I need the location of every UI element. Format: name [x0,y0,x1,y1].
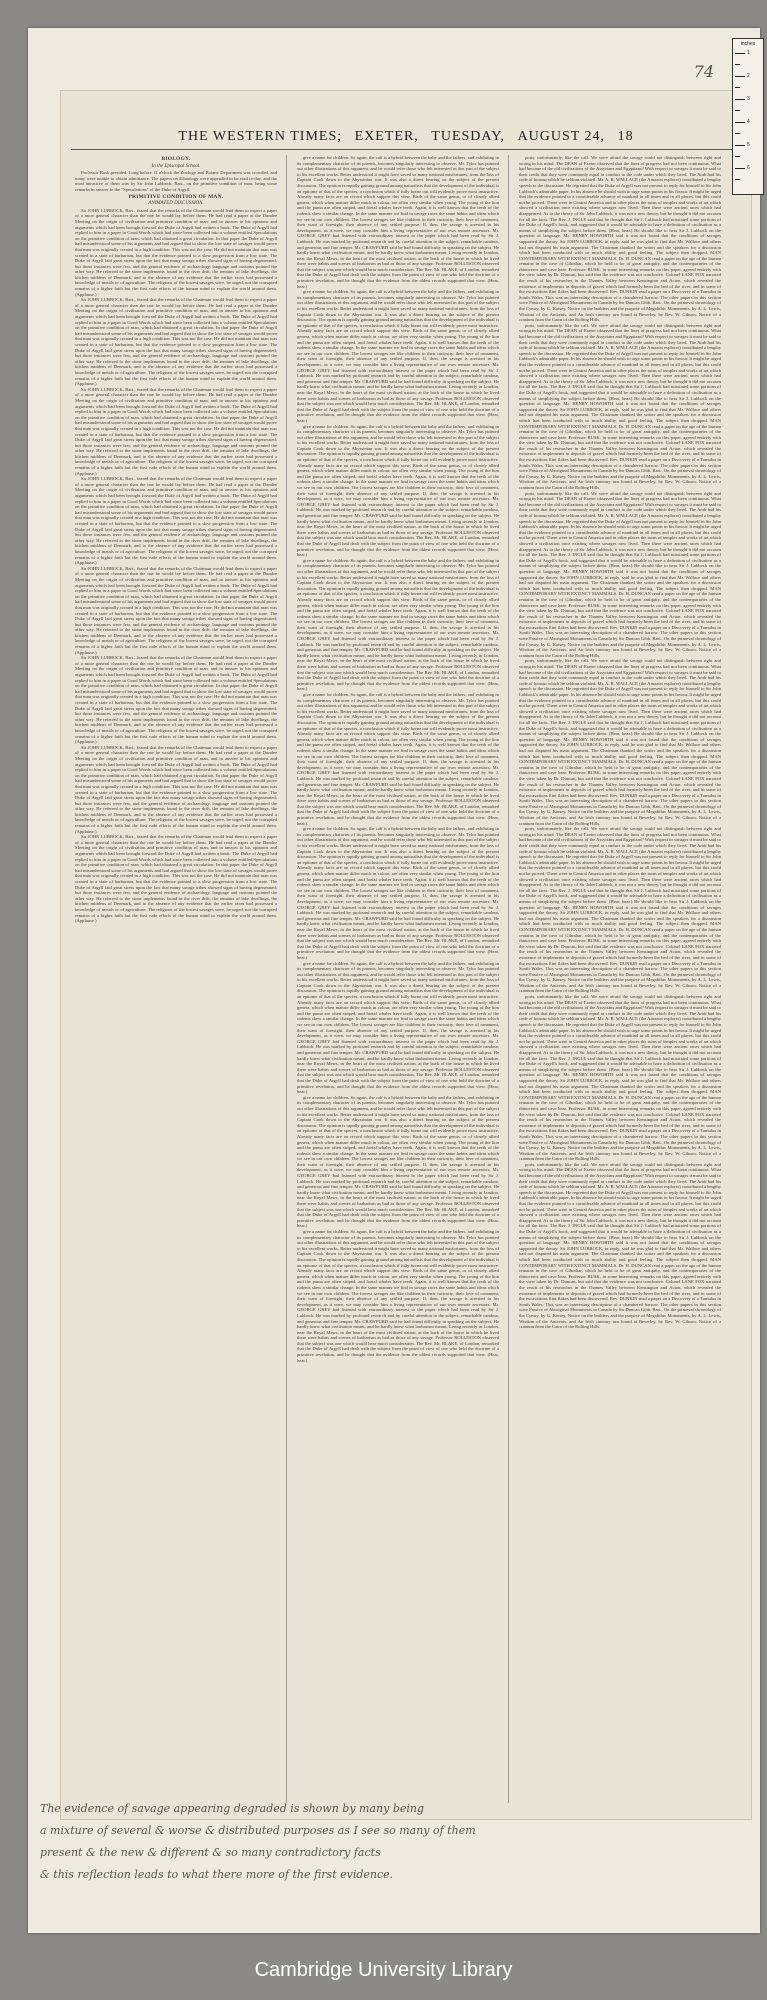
page-number: 74 [693,62,714,81]
handwritten-annotation [40,1798,730,1886]
article-body-continued: ports, unfortunately, like the calf. We were afraid the savage could not distinguish between right and wrong in his mind. The DEAN of Exeter observed that the lines of progress had not been continuous. What had become of the old civilisations of the Assyrians and Egyptians? With respect to savages it must be said to their credit that they were commonly equal in conduct to the code under which they lived. The Arab had his code of honour which he seldom violated. Mr. A. R. WALLACE (the Amazon explorer) contributed a lengthy speech to the discussion. He regretted that the Duke of Argyll was not present to reply for himself to Sir John Lubbock's admirable paper. In his absence he should wish to urge some points in his favour. It might be urged that the evidence pointed to a considerable advance of mankind in all times and in all places, but this could not be proved. There were in Central America and in other places the ruins of temples and works of art which showed a civilisation once existing where savages now lived. Then there were ancient races which had disappeared. As to the theory of Sir John Lubbock, it was not a new theory, but he thought it did not account for all the facts. The Rev. J. INGLE said that he thought that Sir J. Lubbock had misstated some portions of the Duke of Argyll's book, and suggested that it would be advisable to have a definition of civilisation as a means of simplifying the subject before them. (Hear, hear.) He should like to hear Sir J. Lubbock on the question of language. Mr. HENRY HOWORTH said it was not found that the conditions of savages supported the theory. Sir JOHN LUBBOCK, in reply, said he was glad to find that Mr. Wallace and others had not disputed his main argument. The Chairman thanked the writer and the speakers for a discussion which had been conducted with so much ability and good feeling. The subject then dropped. MAN CONTEMPORARY WITH EXTINCT MAMMALS. Dr. H. DUNCAN read a paper on the age of the human remains in the cave of Gibraltar, which he held to be of great antiquity, and the contemporaries of the rhinoceros and cave bear. Professor BUSK, in some interesting remarks on this paper, agreed entirely with the view taken by Dr. Duncan, but said that the evidence was not conclusive. Colonel LANE FOX narrated the result of his researches in the Thames Valley between Kensington and Acton, which revealed the existence of implements in deposits of gravel which had formerly been the bed of the river, and in some of the excavations flint flakes had been discovered. Rev. DUNKIN read a paper on a Discovery of a Tumulus in South Wales. This was an interesting description of a chambered barrow. The other papers in this section were Passive of Aboriginal Monuments in Canada by Sir Duncan Gibb, Bart., On the primeval chronology of the Cymry, by G. Kinsey, Notice on the builders and the purpose of Megalithic Monuments, by A. L. Lewis, Wisdom of the Ancients, and An Irish cinerary urn found at Beverley, by Rev. W. Gibson, Notice of a cranium from the Cairn of the Rolling Hills. [519,994,721,1162]
article-body-continued: give a name for children. So again, the calf is a hybrid between the baby and the fathers, and exhibiting in its complementary character of its parents, becomes singularly interesting to observe. Mr. Tylor has pointed out other illustrations of this argument, and he would refer those who felt interested in this part of the subject to his excellent works. Better understood it might have saved so many national misfortunes, from the loss of Captain Cook down to the Abyssinian war. It was also a direct bearing on the subject of the present discussion. The opinion is rapidly gaining ground among naturalists that the development of the individual is an epitome of that of the species, a conclusion which if fully borne out will evidently prove most instructive. Already many facts are on record which support this view. Birds of the same genus, or of closely allied genera, which when mature differ much in colour, are often very similar when young. The young of the lion and the puma are often striped, and foetal whales have teeth. Again, it is well known that the teeth of the rodents shew a similar change. In the same manner we find in savage races the same habits and ideas which we see in our own children. The lowest savages are like children in their curiosity, their love of ornament, their want of foresight, their absence of any settled purpose. If, then, the savage is arrested in his development, as it were, we may consider him a living representative of our own remote ancestors. Mr. GEORGE GREY had listened with extraordinary interest to the paper which had been read by Sir J. Lubbock. He was marked by profound research and by careful attention to the subject, remarkable candour, and generous and fine temper. Mr. CRAWFURD said he had found difficulty in speaking on the subject. He hardly knew what civilisation meant, and he hardly knew what barbarism meant. Living recently in London, near the Royal Mews, in the heart of the most civilised nation, at the back of the house in which he lived there were habits and scenes of barbarism as bad as those of any savage. Professor ROLLESTON observed that the subject was one which would bear much consideration. The Rev. Mr. BLAKE, of London, remarked that the Duke of Argyll had dealt with the subject from the point of view of one who held the doctrine of a primitive revelation, and he thought that the evidence from the oldest records supported that view. (Hear, hear.) [297,826,499,960]
article-body-continued: give a name for children. So again, the calf is a hybrid between the baby and the fathers, and exhibiting in its complementary character of its parents, becomes singularly interesting to observe. Mr. Tylor has pointed out other illustrations of this argument, and he would refer those who felt interested in this part of the subject to his excellent works. Better understood it might have saved so many national misfortunes, from the loss of Captain Cook down to the Abyssinian war. It was also a direct bearing on the subject of the present discussion. The opinion is rapidly gaining ground among naturalists that the development of the individual is an epitome of that of the species, a conclusion which if fully borne out will evidently prove most instructive. Already many facts are on record which support this view. Birds of the same genus, or of closely allied genera, which when mature differ much in colour, are often very similar when young. The young of the lion and the puma are often striped, and foetal whales have teeth. Again, it is well known that the teeth of the rodents shew a similar change. In the same manner we find in savage races the same habits and ideas which we see in our own children. The lowest savages are like children in their curiosity, their love of ornament, their want of foresight, their absence of any settled purpose. If, then, the savage is arrested in his development, as it were, we may consider him a living representative of our own remote ancestors. Mr. GEORGE GREY had listened with extraordinary interest to the paper which had been read by Sir J. Lubbock. He was marked by profound research and by careful attention to the subject, remarkable candour, and generous and fine temper. Mr. CRAWFURD said he had found difficulty in speaking on the subject. He hardly knew what civilisation meant, and he hardly knew what barbarism meant. Living recently in London, near the Royal Mews, in the heart of the most civilised nation, at the back of the house in which he lived there were habits and scenes of barbarism as bad as those of any savage. Professor ROLLESTON observed that the subject was one which would bear much consideration. The Rev. Mr. BLAKE, of London, remarked that the Duke of Argyll had dealt with the subject from the point of view of one who held the doctrine of a primitive revelation, and he thought that the evidence from the oldest records supported that view. (Hear, hear.) [297,960,499,1095]
lead-paragraph: Professor Busk presided. Long before 11 o'clock the Zoology and Botany Department was crowded, and many were unable to obtain admittance. The papers on Ethnology were appended to be read to-day, and the most attractive of them was by Sir John Lubbock, Bart., on the primitive condition of man, being some remarks in answer to the "Speculations" of the Duke of Argyll. [75,170,277,192]
scale-number: 2 [747,73,750,79]
scale-tick [735,168,745,169]
masthead-paper-name: THE WESTERN TIMES; [178,129,343,144]
article-body: Sir JOHN LUBBOCK, Bart., feared that the remarks of the Chairman would lead them to expect a paper of a more general character than the one he would lay before them. He had read a paper at the Dundee Meeting on the origin of civilisation and primitive condition of man, and in answer to his opinions and arguments which had been brought forward the Duke of Argyll had written a book. The Duke of Argyll had replied to him in a paper in Good Words which had since been collected into a volume entitled Speculations on the primitive condition of man, which had obtained a great circulation. In that paper the Duke of Argyll had misunderstood some of his arguments and had argued that to show the low state of savages would prove that man was originally created in a high condition. This was not the case. He did not maintain that man was created in a state of barbarism, but that the evidence pointed to a slow progression from a low state. The Duke of Argyll laid great stress upon the fact that many savage tribes showed signs of having degenerated; but those instances were few, and the general evidence of archaeology, language and customs pointed the other way. He referred to the stone implements found in the river drift, the remains of lake dwellings, the kitchen middens of Denmark, and to the absence of any evidence that the earlier races had possessed a knowledge of metals or of agriculture. The religions of the lowest savages were, he urged, not the corrupted remains of a higher faith but the first rude efforts of the human mind to explain the world around them. (Applause.) [75,207,277,297]
masthead-date: AUGUST 24, [517,129,606,144]
masthead-day: TUESDAY, [431,129,506,144]
article-body-continued: ports, unfortunately, like the calf. We were afraid the savage could not distinguish between right and wrong in his mind. The DEAN of Exeter observed that the lines of progress had not been continuous. What had become of the old civilisations of the Assyrians and Egyptians? With respect to savages it must be said to their credit that they were commonly equal in conduct to the code under which they lived. The Arab had his code of honour which he seldom violated. Mr. A. R. WALLACE (the Amazon explorer) contributed a lengthy speech to the discussion. He regretted that the Duke of Argyll was not present to reply for himself to Sir John Lubbock's admirable paper. In his absence he should wish to urge some points in his favour. It might be urged that the evidence pointed to a considerable advance of mankind in all times and in all places, but this could not be proved. There were in Central America and in other places the ruins of temples and works of art which showed a civilisation once existing where savages now lived. Then there were ancient races which had disappeared. As to the theory of Sir John Lubbock, it was not a new theory, but he thought it did not account for all the facts. The Rev. J. INGLE said that he thought that Sir J. Lubbock had misstated some portions of the Duke of Argyll's book, and suggested that it would be advisable to have a definition of civilisation as a means of simplifying the subject before them. (Hear, hear.) He should like to hear Sir J. Lubbock on the question of language. Mr. HENRY HOWORTH said it was not found that the conditions of savages supported the theory. Sir JOHN LUBBOCK, in reply, said he was glad to find that Mr. Wallace and others had not disputed his main argument. The Chairman thanked the writer and the speakers for a discussion which had been conducted with so much ability and good feeling. The subject then dropped. MAN CONTEMPORARY WITH EXTINCT MAMMALS. Dr. H. DUNCAN read a paper on the age of the human remains in the cave of Gibraltar, which he held to be of great antiquity, and the contemporaries of the rhinoceros and cave bear. Professor BUSK, in some interesting remarks on this paper, agreed entirely with the view taken by Dr. Duncan, but said that the evidence was not conclusive. Colonel LANE FOX narrated the result of his researches in the Thames Valley between Kensington and Acton, which revealed the existence of implements in deposits of gravel which had formerly been the bed of the river, and in some of the excavations flint flakes had been discovered. Rev. DUNKIN read a paper on a Discovery of a Tumulus in South Wales. This was an interesting description of a chambered barrow. The other papers in this section were Passive of Aboriginal Monuments in Canada by Sir Duncan Gibb, Bart., On the primeval chronology of the Cymry, by G. Kinsey, Notice on the builders and the purpose of Megalithic Monuments, by A. L. Lewis, Wisdom of the Ancients, and An Irish cinerary urn found at Beverley, by Rev. W. Gibson, Notice of a cranium from the Cairn of the Rolling Hills. [519,1161,721,1330]
article-body-continued: Sir JOHN LUBBOCK, Bart., feared that the remarks of the Chairman would lead them to expect a paper of a more general character than the one he would lay before them. He had read a paper at the Dundee Meeting on the origin of civilisation and primitive condition of man, and in answer to his opinions and arguments which had been brought forward the Duke of Argyll had written a book. The Duke of Argyll had replied to him in a paper in Good Words which had since been collected into a volume entitled Speculations on the primitive condition of man, which had obtained a great circulation. In that paper the Duke of Argyll had misunderstood some of his arguments and had argued that to show the low state of savages would prove that man was originally created in a high condition. This was not the case. He did not maintain that man was created in a state of barbarism, but that the evidence pointed to a slow progression from a low state. The Duke of Argyll laid great stress upon the fact that many savage tribes showed signs of having degenerated; but those instances were few, and the general evidence of archaeology, language and customs pointed the other way. He referred to the stone implements found in the river drift, the remains of lake dwellings, the kitchen middens of Denmark, and to the absence of any evidence that the earlier races had possessed a knowledge of metals or of agriculture. The religions of the lowest savages were, he urged, not the corrupted remains of a higher faith but the first rude efforts of the human mind to explain the world around them. (Applause.) [75,476,277,566]
scale-minor-tick [735,133,740,134]
article-body-continued: give a name for children. So again, the calf is a hybrid between the baby and the fathers, and exhibiting in its complementary character of its parents, becomes singularly interesting to observe. Mr. Tylor has pointed out other illustrations of this argument, and he would refer those who felt interested in this part of the subject to his excellent works. Better understood it might have saved so many national misfortunes, from the loss of Captain Cook down to the Abyssinian war. It was also a direct bearing on the subject of the present discussion. The opinion is rapidly gaining ground among naturalists that the development of the individual is an epitome of that of the species, a conclusion which if fully borne out will evidently prove most instructive. Already many facts are on record which support this view. Birds of the same genus, or of closely allied genera, which when mature differ much in colour, are often very similar when young. The young of the lion and the puma are often striped, and foetal whales have teeth. Again, it is well known that the teeth of the rodents shew a similar change. In the same manner we find in savage races the same habits and ideas which we see in our own children. The lowest savages are like children in their curiosity, their love of ornament, their want of foresight, their absence of any settled purpose. If, then, the savage is arrested in his development, as it were, we may consider him a living representative of our own remote ancestors. Mr. GEORGE GREY had listened with extraordinary interest to the paper which had been read by Sir J. Lubbock. He was marked by profound research and by careful attention to the subject, remarkable candour, and generous and fine temper. Mr. CRAWFURD said he had found difficulty in speaking on the subject. He hardly knew what civilisation meant, and he hardly knew what barbarism meant. Living recently in London, near the Royal Mews, in the heart of the most civilised nation, at the back of the house in which he lived there were habits and scenes of barbarism as bad as those of any savage. Professor ROLLESTON observed that the subject was one which would bear much consideration. The Rev. Mr. BLAKE, of London, remarked that the Duke of Argyll had dealt with the subject from the point of view of one who held the doctrine of a primitive revelation, and he thought that the evidence from the oldest records supported that view. (Hear, hear.) [297,1094,499,1229]
article-body-continued: Sir JOHN LUBBOCK, Bart., feared that the remarks of the Chairman would lead them to expect a paper of a more general character than the one he would lay before them. He had read a paper at the Dundee Meeting on the origin of civilisation and primitive condition of man, and in answer to his opinions and arguments which had been brought forward the Duke of Argyll had written a book. The Duke of Argyll had replied to him in a paper in Good Words which had since been collected into a volume entitled Speculations on the primitive condition of man, which had obtained a great circulation. In that paper the Duke of Argyll had misunderstood some of his arguments and had argued that to show the low state of savages would prove that man was originally created in a high condition. This was not the case. He did not maintain that man was created in a state of barbarism, but that the evidence pointed to a slow progression from a low state. The Duke of Argyll laid great stress upon the fact that many savage tribes showed signs of having degenerated; but those instances were few, and the general evidence of archaeology, language and customs pointed the other way. He referred to the stone implements found in the river drift, the remains of lake dwellings, the kitchen middens of Denmark, and to the absence of any evidence that the earlier races had possessed a knowledge of metals or of agriculture. The religions of the lowest savages were, he urged, not the corrupted remains of a higher faith but the first rude efforts of the human mind to explain the world around them. (Applause.) [75,744,277,834]
article-body: ports, unfortunately, like the calf. We were afraid the savage could not distinguish between right and wrong in his mind. The DEAN of Exeter observed that the lines of progress had not been continuous. What had become of the old civilisations of the Assyrians and Egyptians? With respect to savages it must be said to their credit that they were commonly equal in conduct to the code under which they lived. The Arab had his code of honour which he seldom violated. Mr. A. R. WALLACE (the Amazon explorer) contributed a lengthy speech to the discussion. He regretted that the Duke of Argyll was not present to reply for himself to Sir John Lubbock's admirable paper. In his absence he should wish to urge some points in his favour. It might be urged that the evidence pointed to a considerable advance of mankind in all times and in all places, but this could not be proved. There were in Central America and in other places the ruins of temples and works of art which showed a civilisation once existing where savages now lived. Then there were ancient races which had disappeared. As to the theory of Sir John Lubbock, it was not a new theory, but he thought it did not account for all the facts. The Rev. J. INGLE said that he thought that Sir J. Lubbock had misstated some portions of the Duke of Argyll's book, and suggested that it would be advisable to have a definition of civilisation as a means of simplifying the subject before them. (Hear, hear.) He should like to hear Sir J. Lubbock on the question of language. Mr. HENRY HOWORTH said it was not found that the conditions of savages supported the theory. Sir JOHN LUBBOCK, in reply, said he was glad to find that Mr. Wallace and others had not disputed his main argument. The Chairman thanked the writer and the speakers for a discussion which had been conducted with so much ability and good feeling. The subject then dropped. MAN CONTEMPORARY WITH EXTINCT MAMMALS. Dr. H. DUNCAN read a paper on the age of the human remains in the cave of Gibraltar, which he held to be of great antiquity, and the contemporaries of the rhinoceros and cave bear. Professor BUSK, in some interesting remarks on this paper, agreed entirely with the view taken by Dr. Duncan, but said that the evidence was not conclusive. Colonel LANE FOX narrated the result of his researches in the Thames Valley between Kensington and Acton, which revealed the existence of implements in deposits of gravel which had formerly been the bed of the river, and in some of the excavations flint flakes had been discovered. Rev. DUNKIN read a paper on a Discovery of a Tumulus in South Wales. This was an interesting description of a chambered barrow. The other papers in this section were Passive of Aboriginal Monuments in Canada by Sir Duncan Gibb, Bart., On the primeval chronology of the Cymry, by G. Kinsey, Notice on the builders and the purpose of Megalithic Monuments, by A. L. Lewis, Wisdom of the Ancients, and An Irish cinerary urn found at Beverley, by Rev. W. Gibson, Notice of a cranium from the Cairn of the Rolling Hills. [519,155,721,323]
article-body: give a name for children. So again, the calf is a hybrid between the baby and the fathers, and exhibiting in its complementary character of its parents, becomes singularly interesting to observe. Mr. Tylor has pointed out other illustrations of this argument, and he would refer those who felt interested in this part of the subject to his excellent works. Better understood it might have saved so many national misfortunes, from the loss of Captain Cook down to the Abyssinian war. It was also a direct bearing on the subject of the present discussion. The opinion is rapidly gaining ground among naturalists that the development of the individual is an epitome of that of the species, a conclusion which if fully borne out will evidently prove most instructive. Already many facts are on record which support this view. Birds of the same genus, or of closely allied genera, which when mature differ much in colour, are often very similar when young. The young of the lion and the puma are often striped, and foetal whales have teeth. Again, it is well known that the teeth of the rodents shew a similar change. In the same manner we find in savage races the same habits and ideas which we see in our own children. The lowest savages are like children in their curiosity, their love of ornament, their want of foresight, their absence of any settled purpose. If, then, the savage is arrested in his development, as it were, we may consider him a living representative of our own remote ancestors. Mr. GEORGE GREY had listened with extraordinary interest to the paper which had been read by Sir J. Lubbock. He was marked by profound research and by careful attention to the subject, remarkable candour, and generous and fine temper. Mr. CRAWFURD said he had found difficulty in speaking on the subject. He hardly knew what civilisation meant, and he hardly knew what barbarism meant. Living recently in London, near the Royal Mews, in the heart of the most civilised nation, at the back of the house in which he lived there were habits and scenes of barbarism as bad as those of any savage. Professor ROLLESTON observed that the subject was one which would bear much consideration. The Rev. Mr. BLAKE, of London, remarked that the Duke of Argyll had dealt with the subject from the point of view of one who held the doctrine of a primitive revelation, and he thought that the evidence from the oldest records supported that view. (Hear, hear.) [297,155,499,289]
article-body-continued: give a name for children. So again, the calf is a hybrid between the baby and the fathers, and exhibiting in its complementary character of its parents, becomes singularly interesting to observe. Mr. Tylor has pointed out other illustrations of this argument, and he would refer those who felt interested in this part of the subject to his excellent works. Better understood it might have saved so many national misfortunes, from the loss of Captain Cook down to the Abyssinian war. It was also a direct bearing on the subject of the present discussion. The opinion is rapidly gaining ground among naturalists that the development of the individual is an epitome of that of the species, a conclusion which if fully borne out will evidently prove most instructive. Already many facts are on record which support this view. Birds of the same genus, or of closely allied genera, which when mature differ much in colour, are often very similar when young. The young of the lion and the puma are often striped, and foetal whales have teeth. Again, it is well known that the teeth of the rodents shew a similar change. In the same manner we find in savage races the same habits and ideas which we see in our own children. The lowest savages are like children in their curiosity, their love of ornament, their want of foresight, their absence of any settled purpose. If, then, the savage is arrested in his development, as it were, we may consider him a living representative of our own remote ancestors. Mr. GEORGE GREY had listened with extraordinary interest to the paper which had been read by Sir J. Lubbock. He was marked by profound research and by careful attention to the subject, remarkable candour, and generous and fine temper. Mr. CRAWFURD said he had found difficulty in speaking on the subject. He hardly knew what civilisation meant, and he hardly knew what barbarism meant. Living recently in London, near the Royal Mews, in the heart of the most civilised nation, at the back of the house in which he lived there were habits and scenes of barbarism as bad as those of any savage. Professor ROLLESTON observed that the subject was one which would bear much consideration. The Rev. Mr. BLAKE, of London, remarked that the Duke of Argyll had dealt with the subject from the point of view of one who held the doctrine of a primitive revelation, and he thought that the evidence from the oldest records supported that view. (Hear, hear.) [297,557,499,692]
article-body-continued: ports, unfortunately, like the calf. We were afraid the savage could not distinguish between right and wrong in his mind. The DEAN of Exeter observed that the lines of progress had not been continuous. What had become of the old civilisations of the Assyrians and Egyptians? With respect to savages it must be said to their credit that they were commonly equal in conduct to the code under which they lived. The Arab had his code of honour which he seldom violated. Mr. A. R. WALLACE (the Amazon explorer) contributed a lengthy speech to the discussion. He regretted that the Duke of Argyll was not present to reply for himself to Sir John Lubbock's admirable paper. In his absence he should wish to urge some points in his favour. It might be urged that the evidence pointed to a considerable advance of mankind in all times and in all places, but this could not be proved. There were in Central America and in other places the ruins of temples and works of art which showed a civilisation once existing where savages now lived. Then there were ancient races which had disappeared. As to the theory of Sir John Lubbock, it was not a new theory, but he thought it did not account for all the facts. The Rev. J. INGLE said that he thought that Sir J. Lubbock had misstated some portions of the Duke of Argyll's book, and suggested that it would be advisable to have a definition of civilisation as a means of simplifying the subject before them. (Hear, hear.) He should like to hear Sir J. Lubbock on the question of language. Mr. HENRY HOWORTH said it was not found that the conditions of savages supported the theory. Sir JOHN LUBBOCK, in reply, said he was glad to find that Mr. Wallace and others had not disputed his main argument. The Chairman thanked the writer and the speakers for a discussion which had been conducted with so much ability and good feeling. The subject then dropped. MAN CONTEMPORARY WITH EXTINCT MAMMALS. Dr. H. DUNCAN read a paper on the age of the human remains in the cave of Gibraltar, which he held to be of great antiquity, and the contemporaries of the rhinoceros and cave bear. Professor BUSK, in some interesting remarks on this paper, agreed entirely with the view taken by Dr. Duncan, but said that the evidence was not conclusive. Colonel LANE FOX narrated the result of his researches in the Thames Valley between Kensington and Acton, which revealed the existence of implements in deposits of gravel which had formerly been the bed of the river, and in some of the excavations flint flakes had been discovered. Rev. DUNKIN read a paper on a Discovery of a Tumulus in South Wales. This was an interesting description of a chambered barrow. The other papers in this section were Passive of Aboriginal Monuments in Canada by Sir Duncan Gibb, Bart., On the primeval chronology of the Cymry, by G. Kinsey, Notice on the builders and the purpose of Megalithic Monuments, by A. L. Lewis, Wisdom of the Ancients, and An Irish cinerary urn found at Beverley, by Rev. W. Gibson, Notice of a cranium from the Cairn of the Rolling Hills. [519,658,721,826]
column-divider [286,155,287,1803]
column-two [297,155,499,1803]
article-body-continued: ports, unfortunately, like the calf. We were afraid the savage could not distinguish between right and wrong in his mind. The DEAN of Exeter observed that the lines of progress had not been continuous. What had become of the old civilisations of the Assyrians and Egyptians? With respect to savages it must be said to their credit that they were commonly equal in conduct to the code under which they lived. The Arab had his code of honour which he seldom violated. Mr. A. R. WALLACE (the Amazon explorer) contributed a lengthy speech to the discussion. He regretted that the Duke of Argyll was not present to reply for himself to Sir John Lubbock's admirable paper. In his absence he should wish to urge some points in his favour. It might be urged that the evidence pointed to a considerable advance of mankind in all times and in all places, but this could not be proved. There were in Central America and in other places the ruins of temples and works of art which showed a civilisation once existing where savages now lived. Then there were ancient races which had disappeared. As to the theory of Sir John Lubbock, it was not a new theory, but he thought it did not account for all the facts. The Rev. J. INGLE said that he thought that Sir J. Lubbock had misstated some portions of the Duke of Argyll's book, and suggested that it would be advisable to have a definition of civilisation as a means of simplifying the subject before them. (Hear, hear.) He should like to hear Sir J. Lubbock on the question of language. Mr. HENRY HOWORTH said it was not found that the conditions of savages supported the theory. Sir JOHN LUBBOCK, in reply, said he was glad to find that Mr. Wallace and others had not disputed his main argument. The Chairman thanked the writer and the speakers for a discussion which had been conducted with so much ability and good feeling. The subject then dropped. MAN CONTEMPORARY WITH EXTINCT MAMMALS. Dr. H. DUNCAN read a paper on the age of the human remains in the cave of Gibraltar, which he held to be of great antiquity, and the contemporaries of the rhinoceros and cave bear. Professor BUSK, in some interesting remarks on this paper, agreed entirely with the view taken by Dr. Duncan, but said that the evidence was not conclusive. Colonel LANE FOX narrated the result of his researches in the Thames Valley between Kensington and Acton, which revealed the existence of implements in deposits of gravel which had formerly been the bed of the river, and in some of the excavations flint flakes had been discovered. Rev. DUNKIN read a paper on a Discovery of a Tumulus in South Wales. This was an interesting description of a chambered barrow. The other papers in this section were Passive of Aboriginal Monuments in Canada by Sir Duncan Gibb, Bart., On the primeval chronology of the Cymry, by G. Kinsey, Notice on the builders and the purpose of Megalithic Monuments, by A. L. Lewis, Wisdom of the Ancients, and An Irish cinerary urn found at Beverley, by Rev. W. Gibson, Notice of a cranium from the Cairn of the Rolling Hills. [519,826,721,994]
masthead-year: 18 [617,129,634,144]
archive-footer-link[interactable]: Cambridge University Library [254,1959,513,1981]
article-body-continued: give a name for children. So again, the calf is a hybrid between the baby and the fathers, and exhibiting in its complementary character of its parents, becomes singularly interesting to observe. Mr. Tylor has pointed out other illustrations of this argument, and he would refer those who felt interested in this part of the subject to his excellent works. Better understood it might have saved so many national misfortunes, from the loss of Captain Cook down to the Abyssinian war. It was also a direct bearing on the subject of the present discussion. The opinion is rapidly gaining ground among naturalists that the development of the individual is an epitome of that of the species, a conclusion which if fully borne out will evidently prove most instructive. Already many facts are on record which support this view. Birds of the same genus, or of closely allied genera, which when mature differ much in colour, are often very similar when young. The young of the lion and the puma are often striped, and foetal whales have teeth. Again, it is well known that the teeth of the rodents shew a similar change. In the same manner we find in savage races the same habits and ideas which we see in our own children. The lowest savages are like children in their curiosity, their love of ornament, their want of foresight, their absence of any settled purpose. If, then, the savage is arrested in his development, as it were, we may consider him a living representative of our own remote ancestors. Mr. GEORGE GREY had listened with extraordinary interest to the paper which had been read by Sir J. Lubbock. He was marked by profound research and by careful attention to the subject, remarkable candour, and generous and fine temper. Mr. CRAWFURD said he had found difficulty in speaking on the subject. He hardly knew what civilisation meant, and he hardly knew what barbarism meant. Living recently in London, near the Royal Mews, in the heart of the most civilised nation, at the back of the house in which he lived there were habits and scenes of barbarism as bad as those of any savage. Professor ROLLESTON observed that the subject was one which would bear much consideration. The Rev. Mr. BLAKE, of London, remarked that the Duke of Argyll had dealt with the subject from the point of view of one who held the doctrine of a primitive revelation, and he thought that the evidence from the oldest records supported that view. (Hear, hear.) [297,423,499,558]
article-body-continued: give a name for children. So again, the calf is a hybrid between the baby and the fathers, and exhibiting in its complementary character of its parents, becomes singularly interesting to observe. Mr. Tylor has pointed out other illustrations of this argument, and he would refer those who felt interested in this part of the subject to his excellent works. Better understood it might have saved so many national misfortunes, from the loss of Captain Cook down to the Abyssinian war. It was also a direct bearing on the subject of the present discussion. The opinion is rapidly gaining ground among naturalists that the development of the individual is an epitome of that of the species, a conclusion which if fully borne out will evidently prove most instructive. Already many facts are on record which support this view. Birds of the same genus, or of closely allied genera, which when mature differ much in colour, are often very similar when young. The young of the lion and the puma are often striped, and foetal whales have teeth. Again, it is well known that the teeth of the rodents shew a similar change. In the same manner we find in savage races the same habits and ideas which we see in our own children. The lowest savages are like children in their curiosity, their love of ornament, their want of foresight, their absence of any settled purpose. If, then, the savage is arrested in his development, as it were, we may consider him a living representative of our own remote ancestors. Mr. GEORGE GREY had listened with extraordinary interest to the paper which had been read by Sir J. Lubbock. He was marked by profound research and by careful attention to the subject, remarkable candour, and generous and fine temper. Mr. CRAWFURD said he had found difficulty in speaking on the subject. He hardly knew what civilisation meant, and he hardly knew what barbarism meant. Living recently in London, near the Royal Mews, in the heart of the most civilised nation, at the back of the house in which he lived there were habits and scenes of barbarism as bad as those of any savage. Professor ROLLESTON observed that the subject was one which would bear much consideration. The Rev. Mr. BLAKE, of London, remarked that the Duke of Argyll had dealt with the subject from the point of view of one who held the doctrine of a primitive revelation, and he thought that the evidence from the oldest records supported that view. (Hear, hear.) [297,692,499,826]
column-one [75,155,277,1803]
handwriting-line: a mixture of several & worse & distributed purposes as I see so many of them [40,1824,476,1837]
scale-minor-tick [735,110,740,111]
scale-number: 1 [747,50,750,56]
scale-number: 3 [747,96,750,102]
masthead-place: EXETER, [354,129,419,144]
article-body-continued: Sir JOHN LUBBOCK, Bart., feared that the remarks of the Chairman would lead them to expect a paper of a more general character than the one he would lay before them. He had read a paper at the Dundee Meeting on the origin of civilisation and primitive condition of man, and in answer to his opinions and arguments which had been brought forward the Duke of Argyll had written a book. The Duke of Argyll had replied to him in a paper in Good Words which had since been collected into a volume entitled Speculations on the primitive condition of man, which had obtained a great circulation. In that paper the Duke of Argyll had misunderstood some of his arguments and had argued that to show the low state of savages would prove that man was originally created in a high condition. This was not the case. He did not maintain that man was created in a state of barbarism, but that the evidence pointed to a slow progression from a low state. The Duke of Argyll laid great stress upon the fact that many savage tribes showed signs of having degenerated; but those instances were few, and the general evidence of archaeology, language and customs pointed the other way. He referred to the stone implements found in the river drift, the remains of lake dwellings, the kitchen middens of Denmark, and to the absence of any evidence that the earlier races had possessed a knowledge of metals or of agriculture. The religions of the lowest savages were, he urged, not the corrupted remains of a higher faith but the first rude efforts of the human mind to explain the world around them. (Applause.) [75,834,277,924]
article-subheading: ANIMATED DISCUSSION. [148,201,204,207]
measurement-scale-bar [732,38,764,195]
archive-footer [0,1940,767,2000]
scale-units-label: inches [740,41,756,47]
newspaper-clipping [60,90,752,1820]
scale-number: 4 [747,119,750,125]
article-body-continued: ports, unfortunately, like the calf. We were afraid the savage could not distinguish between right and wrong in his mind. The DEAN of Exeter observed that the lines of progress had not been continuous. What had become of the old civilisations of the Assyrians and Egyptians? With respect to savages it must be said to their credit that they were commonly equal in conduct to the code under which they lived. The Arab had his code of honour which he seldom violated. Mr. A. R. WALLACE (the Amazon explorer) contributed a lengthy speech to the discussion. He regretted that the Duke of Argyll was not present to reply for himself to Sir John Lubbock's admirable paper. In his absence he should wish to urge some points in his favour. It might be urged that the evidence pointed to a considerable advance of mankind in all times and in all places, but this could not be proved. There were in Central America and in other places the ruins of temples and works of art which showed a civilisation once existing where savages now lived. Then there were ancient races which had disappeared. As to the theory of Sir John Lubbock, it was not a new theory, but he thought it did not account for all the facts. The Rev. J. INGLE said that he thought that Sir J. Lubbock had misstated some portions of the Duke of Argyll's book, and suggested that it would be advisable to have a definition of civilisation as a means of simplifying the subject before them. (Hear, hear.) He should like to hear Sir J. Lubbock on the question of language. Mr. HENRY HOWORTH said it was not found that the conditions of savages supported the theory. Sir JOHN LUBBOCK, in reply, said he was glad to find that Mr. Wallace and others had not disputed his main argument. The Chairman thanked the writer and the speakers for a discussion which had been conducted with so much ability and good feeling. The subject then dropped. MAN CONTEMPORARY WITH EXTINCT MAMMALS. Dr. H. DUNCAN read a paper on the age of the human remains in the cave of Gibraltar, which he held to be of great antiquity, and the contemporaries of the rhinoceros and cave bear. Professor BUSK, in some interesting remarks on this paper, agreed entirely with the view taken by Dr. Duncan, but said that the evidence was not conclusive. Colonel LANE FOX narrated the result of his researches in the Thames Valley between Kensington and Acton, which revealed the existence of implements in deposits of gravel which had formerly been the bed of the river, and in some of the excavations flint flakes had been discovered. Rev. DUNKIN read a paper on a Discovery of a Tumulus in South Wales. This was an interesting description of a chambered barrow. The other papers in this section were Passive of Aboriginal Monuments in Canada by Sir Duncan Gibb, Bart., On the primeval chronology of the Cymry, by G. Kinsey, Notice on the builders and the purpose of Megalithic Monuments, by A. L. Lewis, Wisdom of the Ancients, and An Irish cinerary urn found at Beverley, by Rev. W. Gibson, Notice of a cranium from the Cairn of the Rolling Hills. [519,322,721,491]
article-body-continued: Sir JOHN LUBBOCK, Bart., feared that the remarks of the Chairman would lead them to expect a paper of a more general character than the one he would lay before them. He had read a paper at the Dundee Meeting on the origin of civilisation and primitive condition of man, and in answer to his opinions and arguments which had been brought forward the Duke of Argyll had written a book. The Duke of Argyll had replied to him in a paper in Good Words which had since been collected into a volume entitled Speculations on the primitive condition of man, which had obtained a great circulation. In that paper the Duke of Argyll had misunderstood some of his arguments and had argued that to show the low state of savages would prove that man was originally created in a high condition. This was not the case. He did not maintain that man was created in a state of barbarism, but that the evidence pointed to a slow progression from a low state. The Duke of Argyll laid great stress upon the fact that many savage tribes showed signs of having degenerated; but those instances were few, and the general evidence of archaeology, language and customs pointed the other way. He referred to the stone implements found in the river drift, the remains of lake dwellings, the kitchen middens of Denmark, and to the absence of any evidence that the earlier races had possessed a knowledge of metals or of agriculture. The religions of the lowest savages were, he urged, not the corrupted remains of a higher faith but the first rude efforts of the human mind to explain the world around them. (Applause.) [75,386,277,476]
scale-minor-tick [735,156,740,157]
scale-minor-tick [735,179,740,180]
column-divider [508,155,509,1803]
scale-number: 5 [747,142,750,148]
handwriting-line: present & the new & different & so many contradictory facts [40,1846,381,1859]
article-heading: PRIMITIVE CONDITION OF MAN. [128,193,224,200]
scale-tick [735,76,745,77]
article-body-continued: Sir JOHN LUBBOCK, Bart., feared that the remarks of the Chairman would lead them to expect a paper of a more general character than the one he would lay before them. He had read a paper at the Dundee Meeting on the origin of civilisation and primitive condition of man, and in answer to his opinions and arguments which had been brought forward the Duke of Argyll had written a book. The Duke of Argyll had replied to him in a paper in Good Words which had since been collected into a volume entitled Speculations on the primitive condition of man, which had obtained a great circulation. In that paper the Duke of Argyll had misunderstood some of his arguments and had argued that to show the low state of savages would prove that man was originally created in a high condition. This was not the case. He did not maintain that man was created in a state of barbarism, but that the evidence pointed to a slow progression from a low state. The Duke of Argyll laid great stress upon the fact that many savage tribes showed signs of having degenerated; but those instances were few, and the general evidence of archaeology, language and customs pointed the other way. He referred to the stone implements found in the river drift, the remains of lake dwellings, the kitchen middens of Denmark, and to the absence of any evidence that the earlier races had possessed a knowledge of metals or of agriculture. The religions of the lowest savages were, he urged, not the corrupted remains of a higher faith but the first rude efforts of the human mind to explain the world around them. (Applause.) [75,655,277,745]
masthead [61,129,751,145]
section-subheading: In the Episcopal School. [151,163,201,169]
scale-minor-tick [735,87,740,88]
masthead-rule [71,149,741,150]
handwriting-line: The evidence of savage appearing degraded is shown by many being [40,1802,425,1815]
article-body-continued: Sir JOHN LUBBOCK, Bart., feared that the remarks of the Chairman would lead them to expect a paper of a more general character than the one he would lay before them. He had read a paper at the Dundee Meeting on the origin of civilisation and primitive condition of man, and in answer to his opinions and arguments which had been brought forward the Duke of Argyll had written a book. The Duke of Argyll had replied to him in a paper in Good Words which had since been collected into a volume entitled Speculations on the primitive condition of man, which had obtained a great circulation. In that paper the Duke of Argyll had misunderstood some of his arguments and had argued that to show the low state of savages would prove that man was originally created in a high condition. This was not the case. He did not maintain that man was created in a state of barbarism, but that the evidence pointed to a slow progression from a low state. The Duke of Argyll laid great stress upon the fact that many savage tribes showed signs of having degenerated; but those instances were few, and the general evidence of archaeology, language and customs pointed the other way. He referred to the stone implements found in the river drift, the remains of lake dwellings, the kitchen middens of Denmark, and to the absence of any evidence that the earlier races had possessed a knowledge of metals or of agriculture. The religions of the lowest savages were, he urged, not the corrupted remains of a higher faith but the first rude efforts of the human mind to explain the world around them. (Applause.) [75,297,277,387]
section-heading: BIOLOGY. [161,156,191,162]
article-body-continued: Sir JOHN LUBBOCK, Bart., feared that the remarks of the Chairman would lead them to expect a paper of a more general character than the one he would lay before them. He had read a paper at the Dundee Meeting on the origin of civilisation and primitive condition of man, and in answer to his opinions and arguments which had been brought forward the Duke of Argyll had written a book. The Duke of Argyll had replied to him in a paper in Good Words which had since been collected into a volume entitled Speculations on the primitive condition of man, which had obtained a great circulation. In that paper the Duke of Argyll had misunderstood some of his arguments and had argued that to show the low state of savages would prove that man was originally created in a high condition. This was not the case. He did not maintain that man was created in a state of barbarism, but that the evidence pointed to a slow progression from a low state. The Duke of Argyll laid great stress upon the fact that many savage tribes showed signs of having degenerated; but those instances were few, and the general evidence of archaeology, language and customs pointed the other way. He referred to the stone implements found in the river drift, the remains of lake dwellings, the kitchen middens of Denmark, and to the absence of any evidence that the earlier races had possessed a knowledge of metals or of agriculture. The religions of the lowest savages were, he urged, not the corrupted remains of a higher faith but the first rude efforts of the human mind to explain the world around them. (Applause.) [75,565,277,655]
scale-tick [735,122,745,123]
article-columns [75,155,737,1803]
article-body-continued: give a name for children. So again, the calf is a hybrid between the baby and the fathers, and exhibiting in its complementary character of its parents, becomes singularly interesting to observe. Mr. Tylor has pointed out other illustrations of this argument, and he would refer those who felt interested in this part of the subject to his excellent works. Better understood it might have saved so many national misfortunes, from the loss of Captain Cook down to the Abyssinian war. It was also a direct bearing on the subject of the present discussion. The opinion is rapidly gaining ground among naturalists that the development of the individual is an epitome of that of the species, a conclusion which if fully borne out will evidently prove most instructive. Already many facts are on record which support this view. Birds of the same genus, or of closely allied genera, which when mature differ much in colour, are often very similar when young. The young of the lion and the puma are often striped, and foetal whales have teeth. Again, it is well known that the teeth of the rodents shew a similar change. In the same manner we find in savage races the same habits and ideas which we see in our own children. The lowest savages are like children in their curiosity, their love of ornament, their want of foresight, their absence of any settled purpose. If, then, the savage is arrested in his development, as it were, we may consider him a living representative of our own remote ancestors. Mr. GEORGE GREY had listened with extraordinary interest to the paper which had been read by Sir J. Lubbock. He was marked by profound research and by careful attention to the subject, remarkable candour, and generous and fine temper. Mr. CRAWFURD said he had found difficulty in speaking on the subject. He hardly knew what civilisation meant, and he hardly knew what barbarism meant. Living recently in London, near the Royal Mews, in the heart of the most civilised nation, at the back of the house in which he lived there were habits and scenes of barbarism as bad as those of any savage. Professor ROLLESTON observed that the subject was one which would bear much consideration. The Rev. Mr. BLAKE, of London, remarked that the Duke of Argyll had dealt with the subject from the point of view of one who held the doctrine of a primitive revelation, and he thought that the evidence from the oldest records supported that view. (Hear, hear.) [297,289,499,423]
scale-tick [735,53,745,54]
scale-number: 6 [747,165,750,171]
article-body-continued: give a name for children. So again, the calf is a hybrid between the baby and the fathers, and exhibiting in its complementary character of its parents, becomes singularly interesting to observe. Mr. Tylor has pointed out other illustrations of this argument, and he would refer those who felt interested in this part of the subject to his excellent works. Better understood it might have saved so many national misfortunes, from the loss of Captain Cook down to the Abyssinian war. It was also a direct bearing on the subject of the present discussion. The opinion is rapidly gaining ground among naturalists that the development of the individual is an epitome of that of the species, a conclusion which if fully borne out will evidently prove most instructive. Already many facts are on record which support this view. Birds of the same genus, or of closely allied genera, which when mature differ much in colour, are often very similar when young. The young of the lion and the puma are often striped, and foetal whales have teeth. Again, it is well known that the teeth of the rodents shew a similar change. In the same manner we find in savage races the same habits and ideas which we see in our own children. The lowest savages are like children in their curiosity, their love of ornament, their want of foresight, their absence of any settled purpose. If, then, the savage is arrested in his development, as it were, we may consider him a living representative of our own remote ancestors. Mr. GEORGE GREY had listened with extraordinary interest to the paper which had been read by Sir J. Lubbock. He was marked by profound research and by careful attention to the subject, remarkable candour, and generous and fine temper. Mr. CRAWFURD said he had found difficulty in speaking on the subject. He hardly knew what civilisation meant, and he hardly knew what barbarism meant. Living recently in London, near the Royal Mews, in the heart of the most civilised nation, at the back of the house in which he lived there were habits and scenes of barbarism as bad as those of any savage. Professor ROLLESTON observed that the subject was one which would bear much consideration. The Rev. Mr. BLAKE, of London, remarked that the Duke of Argyll had dealt with the subject from the point of view of one who held the doctrine of a primitive revelation, and he thought that the evidence from the oldest records supported that view. (Hear, hear.) [297,1229,499,1363]
column-three [519,155,721,1803]
scale-minor-tick [735,64,740,65]
handwriting-line: & this reflection leads to what there more of the first evidence. [40,1868,394,1881]
newspaper-sheet [28,28,760,1933]
scale-tick [735,99,745,100]
article-body-continued: ports, unfortunately, like the calf. We were afraid the savage could not distinguish between right and wrong in his mind. The DEAN of Exeter observed that the lines of progress had not been continuous. What had become of the old civilisations of the Assyrians and Egyptians? With respect to savages it must be said to their credit that they were commonly equal in conduct to the code under which they lived. The Arab had his code of honour which he seldom violated. Mr. A. R. WALLACE (the Amazon explorer) contributed a lengthy speech to the discussion. He regretted that the Duke of Argyll was not present to reply for himself to Sir John Lubbock's admirable paper. In his absence he should wish to urge some points in his favour. It might be urged that the evidence pointed to a considerable advance of mankind in all times and in all places, but this could not be proved. There were in Central America and in other places the ruins of temples and works of art which showed a civilisation once existing where savages now lived. Then there were ancient races which had disappeared. As to the theory of Sir John Lubbock, it was not a new theory, but he thought it did not account for all the facts. The Rev. J. INGLE said that he thought that Sir J. Lubbock had misstated some portions of the Duke of Argyll's book, and suggested that it would be advisable to have a definition of civilisation as a means of simplifying the subject before them. (Hear, hear.) He should like to hear Sir J. Lubbock on the question of language. Mr. HENRY HOWORTH said it was not found that the conditions of savages supported the theory. Sir JOHN LUBBOCK, in reply, said he was glad to find that Mr. Wallace and others had not disputed his main argument. The Chairman thanked the writer and the speakers for a discussion which had been conducted with so much ability and good feeling. The subject then dropped. MAN CONTEMPORARY WITH EXTINCT MAMMALS. Dr. H. DUNCAN read a paper on the age of the human remains in the cave of Gibraltar, which he held to be of great antiquity, and the contemporaries of the rhinoceros and cave bear. Professor BUSK, in some interesting remarks on this paper, agreed entirely with the view taken by Dr. Duncan, but said that the evidence was not conclusive. Colonel LANE FOX narrated the result of his researches in the Thames Valley between Kensington and Acton, which revealed the existence of implements in deposits of gravel which had formerly been the bed of the river, and in some of the excavations flint flakes had been discovered. Rev. DUNKIN read a paper on a Discovery of a Tumulus in South Wales. This was an interesting description of a chambered barrow. The other papers in this section were Passive of Aboriginal Monuments in Canada by Sir Duncan Gibb, Bart., On the primeval chronology of the Cymry, by G. Kinsey, Notice on the builders and the purpose of Megalithic Monuments, by A. L. Lewis, Wisdom of the Ancients, and An Irish cinerary urn found at Beverley, by Rev. W. Gibson, Notice of a cranium from the Cairn of the Rolling Hills. [519,490,721,658]
scale-tick [735,145,745,146]
